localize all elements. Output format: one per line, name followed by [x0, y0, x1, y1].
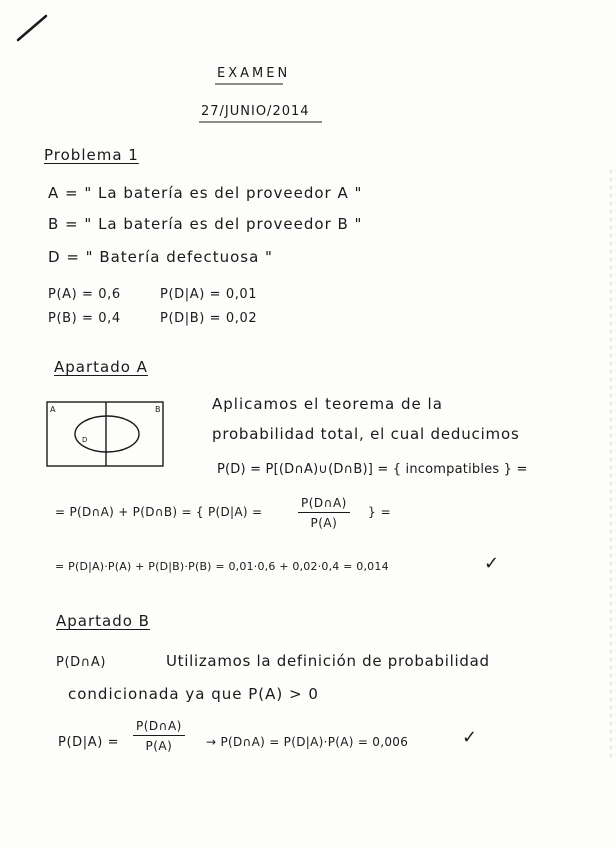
fraction-denominator: P(A) — [310, 516, 338, 530]
prob-d-given-a: P(D|A) = 0,01 — [160, 287, 258, 302]
apartado-b-text-line-2: condicionada ya que P(A) > 0 — [68, 685, 319, 703]
sum-equation-right: } = — [368, 505, 392, 519]
prob-b: P(B) = 0,4 — [48, 311, 121, 326]
result-equation-a: = P(D|A)·P(A) + P(D|B)·P(B) = 0,01·0,6 + 0,02·0,4 = 0,014 — [55, 560, 389, 573]
definition-a: A = " La batería es del proveedor A " — [48, 184, 363, 202]
apartado-a-heading: Apartado A — [54, 358, 148, 376]
sum-equation-left: = P(D∩A) + P(D∩B) = { P(D|A) = — [55, 505, 263, 519]
definition-b: B = " La batería es del proveedor B " — [48, 215, 363, 233]
exam-date: 27/JUNIO/2014 — [201, 104, 310, 119]
checkmark-icon: ✓ — [462, 727, 478, 748]
venn-label-d: D — [82, 436, 88, 444]
definition-d: D = " Batería defectuosa " — [48, 248, 273, 266]
prob-d-given-b: P(D|B) = 0,02 — [160, 311, 258, 326]
apartado-a-text-line-1: Aplicamos el teorema de la — [212, 395, 443, 413]
apartado-b-text-line-1: Utilizamos la definición de probabilidad — [166, 652, 490, 670]
conditional-fraction-a — [298, 496, 350, 530]
fraction-denominator: P(A) — [145, 739, 173, 753]
exam-title: EXAMEN — [217, 66, 291, 81]
venn-label-a: A — [50, 405, 56, 414]
problema-1-heading: Problema 1 — [44, 146, 139, 164]
apartado-a-text-line-2: probabilidad total, el cual deducimos — [212, 425, 520, 443]
venn-label-b: B — [155, 405, 161, 414]
apartado-b-target: P(D∩A) — [56, 655, 107, 670]
conditional-fraction-b — [133, 719, 185, 753]
prob-a: P(A) = 0,6 — [48, 287, 121, 302]
fraction-numerator: P(D∩A) — [133, 719, 185, 736]
conditional-equation-right: → P(D∩A) = P(D|A)·P(A) = 0,006 — [206, 735, 409, 749]
fraction-numerator: P(D∩A) — [298, 496, 350, 513]
conditional-equation-left: P(D|A) = — [58, 735, 120, 750]
checkmark-icon: ✓ — [484, 553, 500, 574]
apartado-b-heading: Apartado B — [56, 612, 150, 630]
total-probability-equation: P(D) = P[(D∩A)∪(D∩B)] = { incompatibles } = — [217, 462, 528, 477]
